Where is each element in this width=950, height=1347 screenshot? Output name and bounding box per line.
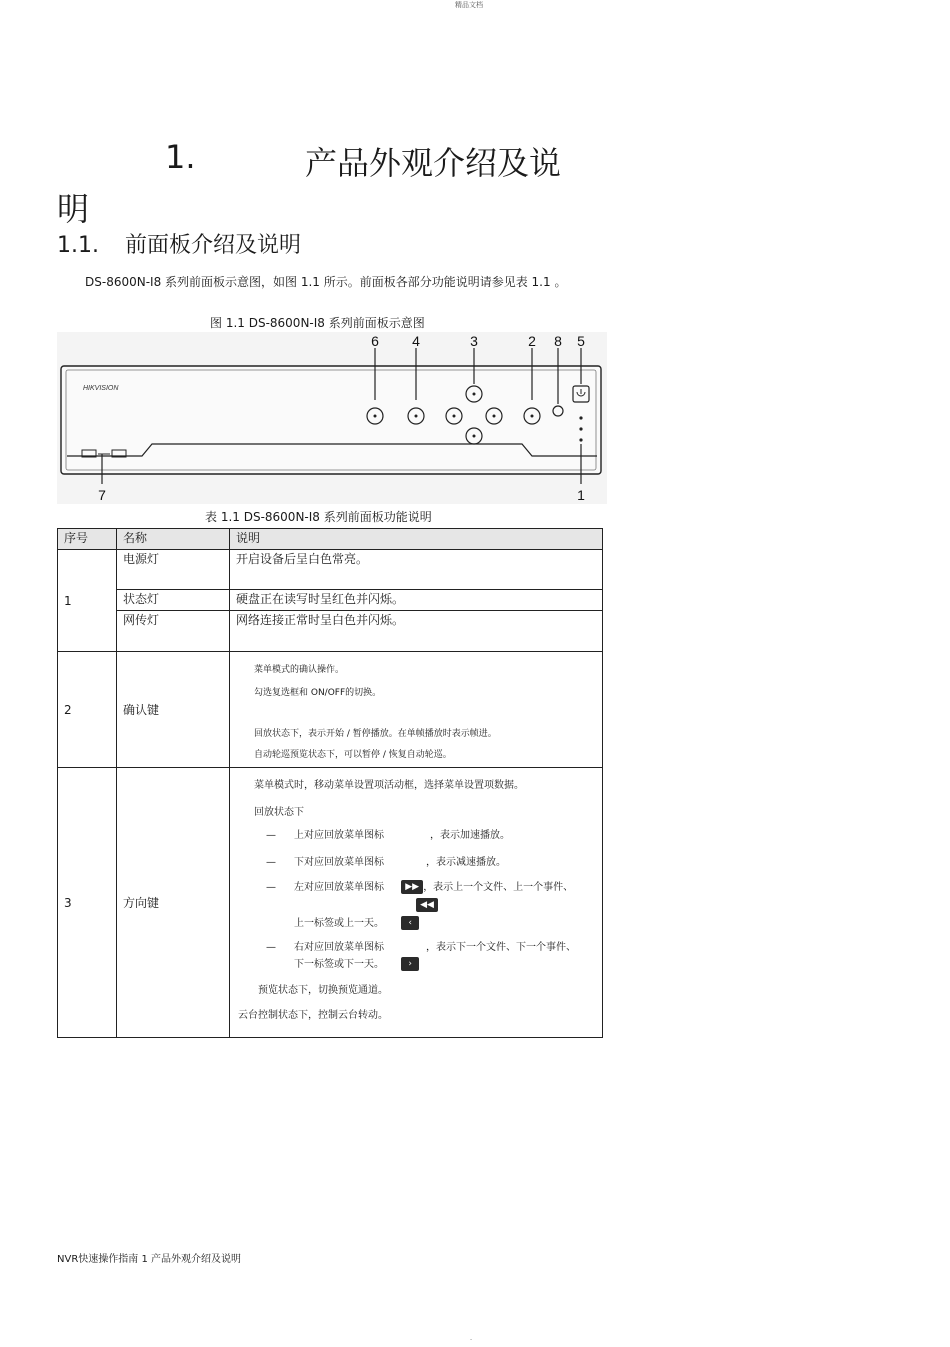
callout-6: 6 [371, 333, 379, 349]
prev-icon: ‹ [401, 916, 419, 930]
row2-num: 2 [58, 652, 117, 768]
next-icon: › [401, 957, 419, 971]
fast-forward-icon: ▶▶ [401, 880, 423, 894]
callout-5: 5 [577, 333, 585, 349]
header-num: 序号 [58, 529, 117, 550]
row3-right-cont: 下一标签或下一天。 › [294, 955, 596, 971]
function-table [57, 528, 603, 1038]
header-desc: 说明 [230, 529, 603, 550]
row3-right: — 右对应回放菜单图标 ，表示下一个文件、下一个事件、 [266, 942, 576, 953]
row1-num: 1 [58, 550, 117, 652]
row3-line-menu: 菜单模式时，移动菜单设置项活动框，选择菜单设置项数据。 [254, 780, 524, 791]
heading2-number: 1.1. [57, 233, 99, 258]
row3-name: 方向键 [117, 768, 230, 1038]
row2-desc [230, 652, 603, 768]
page-footer: NVR快速操作指南 1 产品外观介绍及说明 [57, 1254, 241, 1265]
callout-2: 2 [528, 333, 536, 349]
row3-icon-row [416, 898, 596, 912]
row3-line-preview: 预览状态下，切换预览通道。 [258, 985, 388, 996]
row3-down: — 下对应回放菜单图标 ，表示减速播放。 [266, 857, 506, 868]
callout-7: 7 [98, 487, 106, 503]
callout-1: 1 [577, 487, 585, 503]
heading1-tail: 明 [57, 190, 90, 228]
heading2 [57, 228, 301, 259]
table-row [58, 652, 603, 768]
row1-name-power: 电源灯 [117, 550, 230, 590]
header-name: 名称 [117, 529, 230, 550]
table-row [58, 550, 603, 590]
row1-name-status: 状态灯 [117, 590, 230, 611]
row3-line-playback: 回放状态下 [254, 807, 304, 818]
row1-desc-power: 开启设备后呈白色常亮。 [230, 550, 603, 590]
row1-name-network: 网传灯 [117, 611, 230, 652]
table-row [58, 590, 603, 611]
row1-desc-network: 网络连接正常时呈白色并闪烁。 [230, 611, 603, 652]
table-header-row [58, 529, 603, 550]
row2-line: 自动轮巡预览状态下，可以暂停 / 恢复自动轮巡。 [254, 750, 452, 760]
row3-left-cont: 上一标签或上一天。 ‹ [294, 914, 596, 930]
row3-line-ptz: 云台控制状态下，控制云台转动。 [238, 1010, 388, 1021]
front-panel-figure [57, 332, 607, 504]
footer-dot: - [470, 1336, 473, 1343]
row3-left: — 左对应回放菜单图标 ▶▶ ，表示上一个文件、上一个事件、 [266, 882, 574, 893]
heading1-number: 1. [165, 138, 196, 176]
callout-8: 8 [554, 333, 562, 349]
row2-name: 确认键 [117, 652, 230, 768]
heading1-text: 产品外观介绍及说 [305, 144, 562, 182]
table-row [58, 768, 603, 1038]
table-row [58, 611, 603, 652]
row3-num: 3 [58, 768, 117, 1038]
row2-line: 勾选复选框和 ON/OFF的切换。 [254, 688, 382, 698]
table-caption: 表 1.1 DS-8600N-I8 系列前面板功能说明 [205, 510, 432, 524]
row2-line: 回放状态下，表示开始 / 暂停播放。在单帧播放时表示帧进。 [254, 729, 497, 739]
heading2-text: 前面板介绍及说明 [125, 233, 302, 258]
callout-3: 3 [470, 333, 478, 349]
brand-logo: HIKVISION [83, 385, 119, 392]
row2-line: 菜单模式的确认操作。 [254, 665, 345, 675]
header-mark: 精品文档 [455, 1, 483, 9]
row3-up: — 上对应回放菜单图标 ，表示加速播放。 [266, 830, 510, 841]
callout-4: 4 [412, 333, 420, 349]
row1-desc-status: 硬盘正在读写时呈红色并闪烁。 [230, 590, 603, 611]
intro-paragraph: DS-8600N-I8 系列前面板示意图，如图 1.1 所示。前面板各部分功能说明请参见表 1.1 。 [85, 275, 567, 289]
figure-caption: 图 1.1 DS-8600N-I8 系列前面板示意图 [210, 316, 425, 330]
rewind-icon: ◀◀ [416, 898, 438, 912]
row3-desc [230, 768, 603, 1038]
